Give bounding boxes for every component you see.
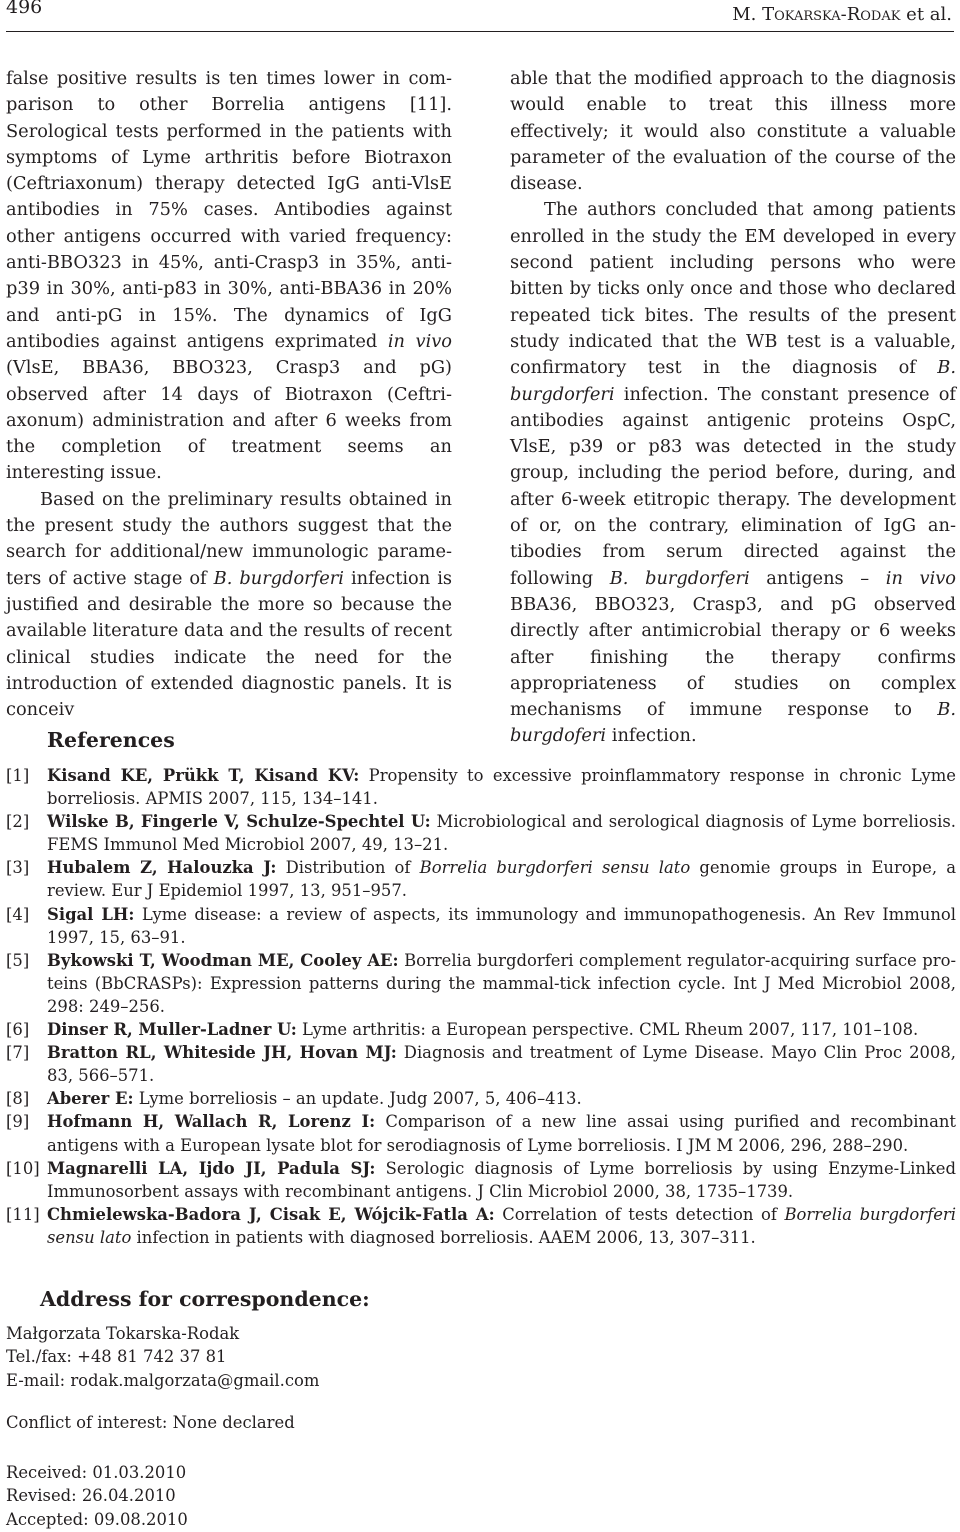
- reference-text: [47, 1203, 956, 1249]
- reference-text: [47, 856, 956, 902]
- reference-number: [9]: [6, 1112, 30, 1132]
- running-head-surname: okarska-Rodak: [774, 4, 901, 25]
- text-run: Diagnosis and treatment of Lyme Disease. Mayo Clin Proc 2008, 83, 566–571.: [47, 1043, 956, 1086]
- reference-text: [47, 764, 956, 810]
- reference-number: [10]: [6, 1158, 40, 1178]
- reference-item: [6, 1041, 956, 1087]
- text-run: The authors concluded that among patients enrolled in the study the EM developed in every second patient including persons who were bitten by ticks only once and those who declared repeated tick bites. The results of the present study indicated that the WB test is a valuable, confirmatory test in the diagnosis of: [510, 199, 956, 379]
- text-run: infection. The constant presence of antibodies against antigenic proteins OspC, VlsE, p39 or p83 was detected in the study group, including the period before, during, and after 6-week etitropic therapy. The development of or, on the contrary, elimination of IgG antibodies from serum directed against the following: [510, 383, 956, 589]
- reference-item: [6, 903, 956, 949]
- text-run: infection is justified and desirable the more so because the available literature data and the results of recent clinical studies indicate the need for the introduction of extended diagnostic panels. It is conceiv: [6, 567, 453, 721]
- reference-authors: Hofmann H, Wallach R, Lorenz I:: [47, 1112, 376, 1132]
- header-rule: [6, 31, 954, 32]
- reference-authors: Magnarelli LA, Ijdo JI, Padula SJ:: [47, 1158, 376, 1178]
- reference-item: [6, 949, 956, 1018]
- page-header: [0, 0, 960, 32]
- correspondence-block: [6, 1322, 319, 1392]
- reference-authors: Sigal LH:: [47, 904, 135, 924]
- reference-authors: Kisand KE, Prükk T, Kisand KV:: [47, 766, 360, 785]
- reference-text: [47, 1018, 956, 1041]
- text-run: Lyme borreliosis – an update. Judg 2007, 5, 406–413.: [133, 1089, 582, 1109]
- running-head-initial: M. T: [732, 4, 775, 25]
- reference-authors: Bykowski T, Woodman ME, Cooley AE:: [47, 950, 399, 970]
- reference-authors: Chmielewska-Badora J, Cisak E, Wójcik-Fatla A:: [47, 1204, 495, 1224]
- italic-text-run: B. burgdoferi: [510, 699, 956, 747]
- reference-item: [6, 1157, 956, 1203]
- date-received: Received: 01.03.2010: [6, 1463, 187, 1482]
- date-accepted: Accepted: 09.08.2010: [6, 1509, 188, 1529]
- text-run: BBA36, BBO323, Crasp3, and pG observed directly after antimicrobial therapy or 6 weeks after finishing the therapy confirms appropriateness of studies on complex mechanisms of immune response to: [510, 593, 956, 721]
- correspondence-heading: Address for correspondence:: [40, 1287, 370, 1311]
- reference-authors: Dinser R, Muller-Ladner U:: [47, 1020, 297, 1040]
- correspondence-phone: Tel./fax: +48 81 742 37 81: [6, 1347, 227, 1367]
- reference-item: [6, 1018, 956, 1041]
- left-paragraph-2: [6, 487, 452, 724]
- correspondence-email: E-mail: rodak.malgorzata@gmail.com: [6, 1370, 320, 1390]
- article-dates: [6, 1461, 188, 1531]
- italic-text-run: Borrelia burgdorferi sensu lato: [47, 1204, 956, 1247]
- date-revised: Revised: 26.04.2010: [6, 1486, 176, 1506]
- italic-text-run: B. burgdorferi: [510, 357, 956, 405]
- reference-text: [47, 1087, 956, 1110]
- text-run: Serologic diagnosis of Lyme borreliosis by using Enzyme-Linked Immunosorbent assays with recombinant antigens. J Clin Microbiol 2000, 38, 1735–1739.: [47, 1158, 956, 1201]
- text-run: antigens –: [749, 567, 886, 589]
- right-paragraph-1: [510, 66, 956, 197]
- reference-text: [47, 1110, 956, 1156]
- conflict-of-interest: Conflict of interest: None declared: [6, 1413, 295, 1432]
- text-run: Lyme disease: a review of aspects, its immunology and immunopathogenesis. An Rev Immunol 1997, 15, 63–91.: [47, 904, 956, 947]
- reference-text: [47, 949, 956, 1018]
- text-run: Propensity to excessive proinflammatory response in chronic Lyme borreliosis. APMIS 2007, 115, 134–141.: [47, 766, 956, 809]
- reference-item: [6, 810, 956, 856]
- reference-authors: Aberer E:: [47, 1089, 134, 1109]
- reference-item: [6, 1203, 956, 1249]
- right-column: [510, 66, 956, 750]
- page-number: 496: [6, 0, 43, 18]
- text-run: Lyme arthritis: a European perspective. CML Rheum 2007, 117, 101–108.: [296, 1020, 919, 1040]
- reference-number: [11]: [6, 1204, 40, 1224]
- text-run: able that the modified approach to the diagnosis would enable to treat this illness more effectively; it would also constitute a valuable parameter of the evaluation of the course of the disease.: [510, 68, 956, 195]
- left-column: [6, 66, 452, 723]
- reference-authors: Bratton RL, Whiteside JH, Hovan MJ:: [47, 1043, 397, 1063]
- reference-text: [47, 1157, 956, 1203]
- references-heading: References: [47, 728, 175, 752]
- right-paragraph-2: [510, 197, 956, 749]
- reference-number: [1]: [6, 766, 30, 785]
- running-head-suffix: et al.: [900, 4, 952, 25]
- italic-text-run: Borrelia burgdorferi sensu lato: [419, 858, 691, 878]
- reference-text: [47, 903, 956, 949]
- text-run: Based on the preliminary results obtained in the present study the authors suggest that the search for additional/new immunologic parameters of active stage of: [6, 488, 452, 589]
- reference-authors: Hubalem Z, Halouzka J:: [47, 858, 277, 878]
- reference-item: [6, 764, 956, 810]
- italic-text-run: B. burgdorferi: [609, 567, 750, 589]
- references-list: [6, 764, 956, 1249]
- reference-item: [6, 856, 956, 902]
- text-run: Distribution of: [276, 858, 420, 878]
- text-run: Borrelia burgdorferi complement regulator-acquiring surface proteins (BbCRASPs): Expression patterns during the mammal-tick infection cycle. Int J Med Microbiol 2008, 298: 249–256.: [47, 950, 956, 1016]
- correspondence-name: Małgorzata Tokarska-Rodak: [6, 1324, 240, 1343]
- reference-text: [47, 1041, 956, 1087]
- reference-authors: Wilske B, Fingerle V, Schulze-Spechtel U:: [47, 812, 431, 832]
- text-run: (VlsE, BBA36, BBO323, Crasp3 and pG) observed after 14 days of Biotraxon (Ceftriaxonum) administration and after 6 weeks from the completion of treatment seems an interesting issue.: [6, 357, 452, 484]
- running-head-authors: [732, 4, 952, 25]
- reference-number: [8]: [6, 1089, 30, 1109]
- text-run: false positive results is ten times lower in comparison to other Borrelia antigens [11]. Serological tests performed in the patients with symptoms of Lyme arthritis before Biotraxon (Ceftriaxonum) therapy detected IgG anti-VlsE antibodies in 75% cases. Antibodies against other antigens occurred with varied frequency: anti-BBO323 in 45%, anti-Crasp3 in 35%, anti-p39 in 30%, anti-p83 in 30%, anti-BBA36 in 20% and anti-pG in 15%. The dynamics of IgG antibodies against antigens exprimated: [6, 68, 452, 352]
- italic-text-run: B. burgdorferi: [213, 567, 344, 589]
- text-run: infection in patients with diagnosed borreliosis. AAEM 2006, 13, 307–311.: [131, 1227, 756, 1247]
- reference-number: [4]: [6, 904, 30, 924]
- text-run: infection.: [606, 725, 697, 747]
- italic-text-run: in vivo: [885, 567, 957, 589]
- reference-number: [6]: [6, 1020, 30, 1040]
- text-run: Comparison of a new line assai using purified and recombinant antigens with a European lysate blot for serodiagnosis of Lyme borreliosis. I JM M 2006, 296, 288–290.: [47, 1112, 956, 1155]
- left-paragraph-1: [6, 66, 452, 487]
- text-run: Correlation of tests detection of: [494, 1204, 785, 1224]
- reference-number: [5]: [6, 950, 30, 970]
- reference-number: [7]: [6, 1043, 30, 1063]
- reference-number: [2]: [6, 812, 30, 832]
- text-run: genomie groups in Europe, a review. Eur J Epidemiol 1997, 13, 951–957.: [47, 858, 957, 901]
- reference-text: [47, 810, 956, 856]
- reference-item: [6, 1110, 956, 1156]
- italic-text-run: in vivo: [387, 330, 453, 352]
- reference-item: [6, 1087, 956, 1110]
- text-run: Microbiological and serological diagnosis of Lyme borreliosis. FEMS Immunol Med Microbiol 2007, 49, 13–21.: [47, 812, 956, 855]
- reference-number: [3]: [6, 858, 30, 878]
